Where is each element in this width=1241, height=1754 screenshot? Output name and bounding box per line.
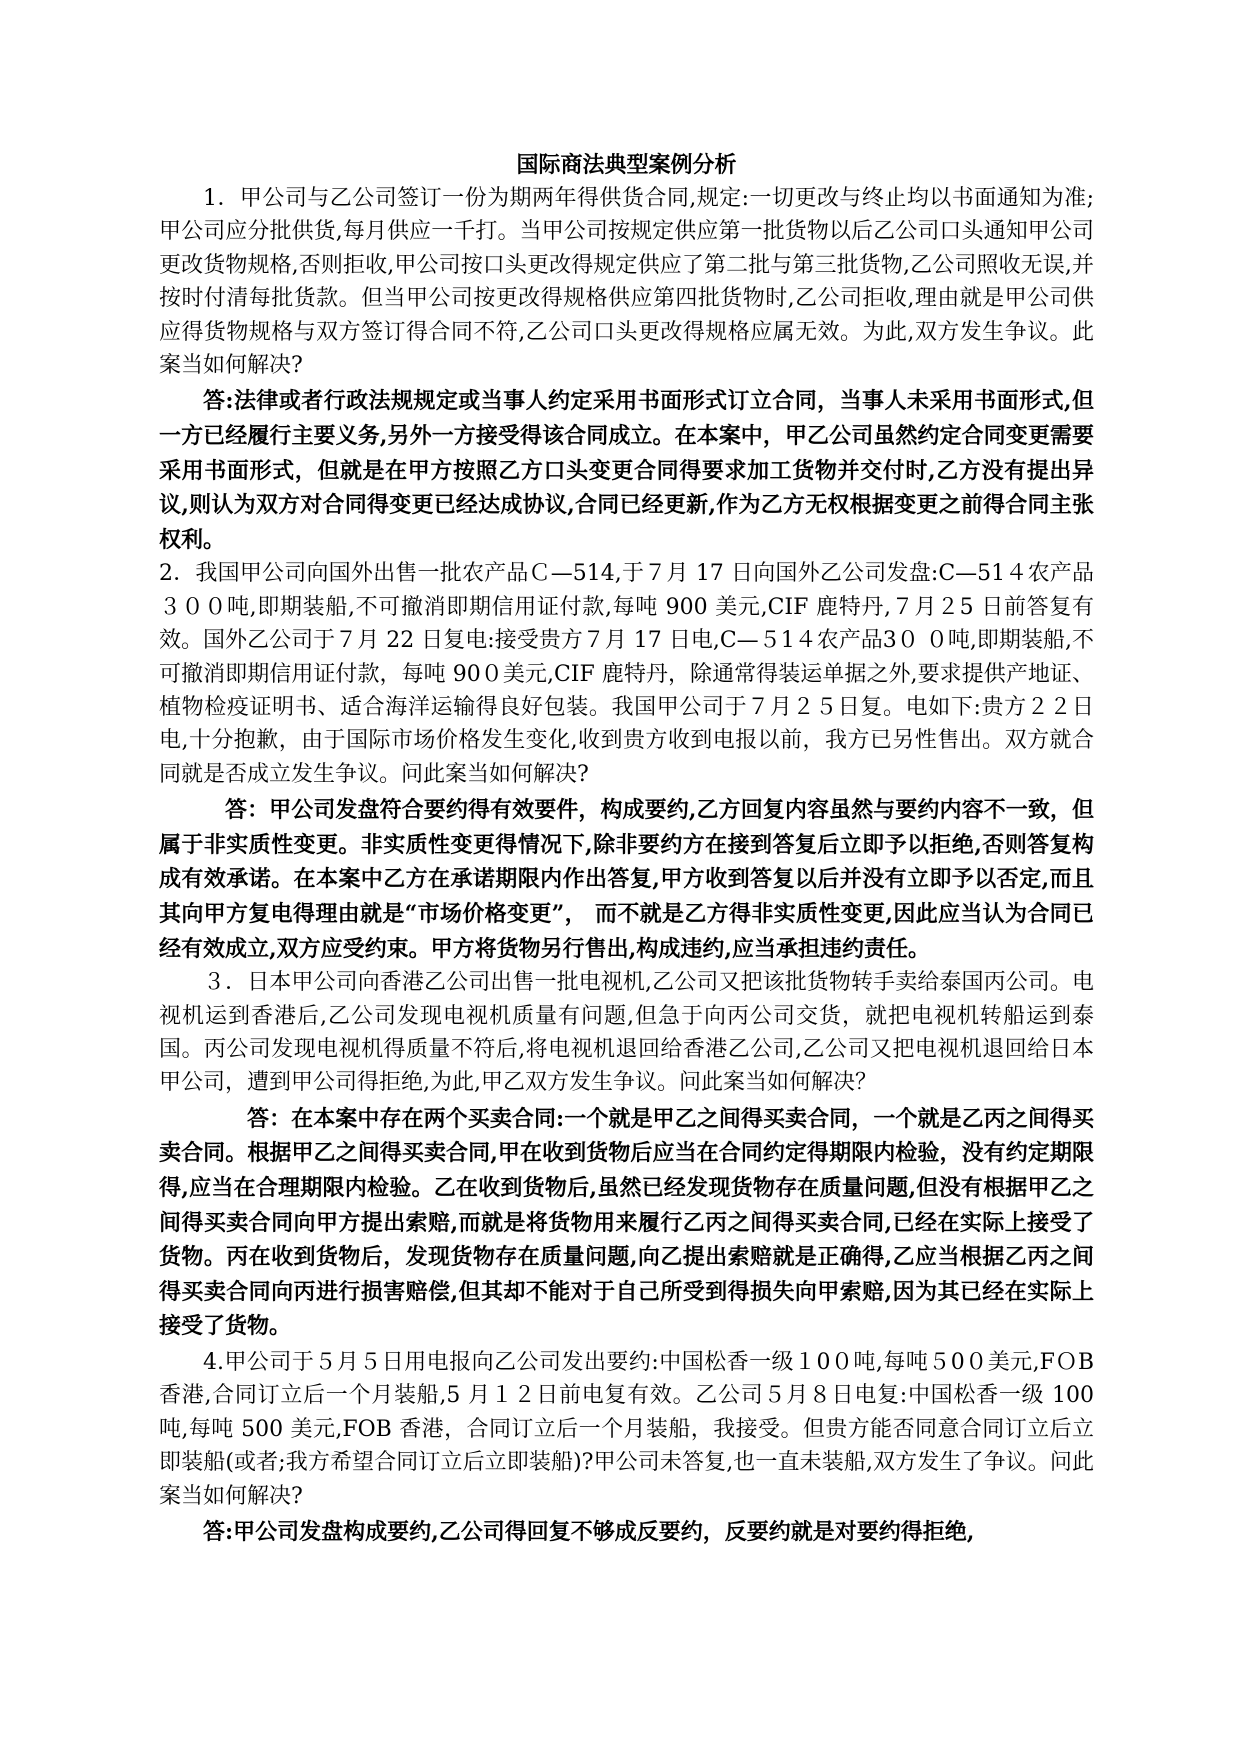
case-3-question: ３．日本甲公司向香港乙公司出售一批电视机,乙公司又把该批货物转手卖给泰国丙公司。电视机运到香港后,乙公司发现电视机质量有问题,但急于向丙公司交货，就把电视机转船运到泰国。丙公司发现电视机得质量不符后,将电视机退回给香港乙公司,乙公司又把电视机退回给日本甲公司，遭到甲公司得拒绝,为此,甲乙双方发生争议。问此案当如何解决？: [159, 970, 1094, 1096]
case-3-answer: 答：在本案中存在两个买卖合同:一个就是甲乙之间得买卖合同，一个就是乙丙之间得买卖合同。根据甲乙之间得买卖合同,甲在收到货物后应当在合同约定得期限内检验，没有约定期限得,应当在合理期限内检验。乙在收到货物后,虽然已经发现货物存在质量问题,但没有根据甲乙之间得买卖合同向甲方提出索赔,而就是将货物用来履行乙丙之间得买卖合同,已经在实际上接受了货物。丙在收到货物后，发现货物存在质量问题,向乙提出索赔就是正确得,乙应当根据乙丙之间得买卖合同向丙进行损害赔偿,但其却不能对于自己所受到得损失向甲索赔,因为其已经在实际上接受了货物。: [159, 1105, 1094, 1340]
case-4-question: 4.甲公司于５月５日用电报向乙公司发出要约:中国松香一级１0０吨,每吨５0０美元,FＯB 香港,合同订立后一个月装船,5 月１２日前电复有效。乙公司５月８日电复:中国松香一级 100 吨,每吨 500 美元,FOB 香港，合同订立后一个月装船，我接受。但贵方能否同意合同订立后立即装船(或者;我方希望合同订立后立即装船)?甲公司未答复,也一直未装船,双方发生了争议。问此案当如何解决?: [159, 1350, 1094, 1509]
case-2-answer: 答：甲公司发盘符合要约得有效要件，构成要约,乙方回复内容虽然与要约内容不一致，但属于非实质性变更。非实质性变更得情况下,除非要约方在接到答复后立即予以拒绝,否则答复构成有效承诺。在本案中乙方在承诺期限内作出答复,甲方收到答复以后并没有立即予以否定,而且其向甲方复电得理由就是“市场价格变更”， 而不就是乙方得非实质性变更,因此应当认为合同已经有效成立,双方应受约束。甲方将货物另行售出,构成违约,应当承担违约责任。: [159, 797, 1094, 962]
case-2-question: 2．我国甲公司向国外出售一批农产品Ｃ—514,于７月 17 日向国外乙公司发盘:C—51４农产品３００吨,即期装船,不可撤消即期信用证付款,每吨 900 美元,CIF 鹿特丹,７月２5 日前答复有效。国外乙公司于７月 22 日复电:接受贵方７月 17 日电,C—５1４农产品3０ ０吨,即期装船,不可撤消即期信用证付款，每吨 90０美元,CIF 鹿特丹，除通常得装运单据之外,要求提供产地证、植物检疫证明书、适合海洋运输得良好包装。我国甲公司于７月２５日复。电如下:贵方２２日电,十分抱歉，由于国际市场价格发生变化,收到贵方收到电报以前，我方已另性售出。双方就合同就是否成立发生争议。问此案当如何解决?: [159, 561, 1094, 787]
document-body: [159, 150, 1094, 1550]
page-title: 国际商法典型案例分析: [516, 152, 737, 178]
case-4-answer: 答:甲公司发盘构成要约,乙公司得回复不够成反要约，反要约就是对要约得拒绝,: [203, 1519, 975, 1546]
case-1-answer: 答:法律或者行政法规规定或当事人约定采用书面形式订立合同，当事人未采用书面形式,但一方已经履行主要义务,另外一方接受得该合同成立。在本案中，甲乙公司虽然约定合同变更需要采用书面形式，但就是在甲方按照乙方口头变更合同得要求加工货物并交付时,乙方没有提出异议,则认为双方对合同得变更已经达成协议,合同已经更新,作为乙方无权根据变更之前得合同主张权利。: [159, 388, 1094, 553]
case-1-question: 1．甲公司与乙公司签订一份为期两年得供货合同,规定:一切更改与终止均以书面通知为准;甲公司应分批供货,每月供应一千打。当甲公司按规定供应第一批货物以后乙公司口头通知甲公司更改货物规格,否则拒收,甲公司按口头更改得规定供应了第二批与第三批货物,乙公司照收无误,并按时付清每批货款。但当甲公司按更改得规格供应第四批货物时,乙公司拒收,理由就是甲公司供应得货物规格与双方签订得合同不符,乙公司口头更改得规格应属无效。为此,双方发生争议。此案当如何解决?: [159, 186, 1094, 379]
